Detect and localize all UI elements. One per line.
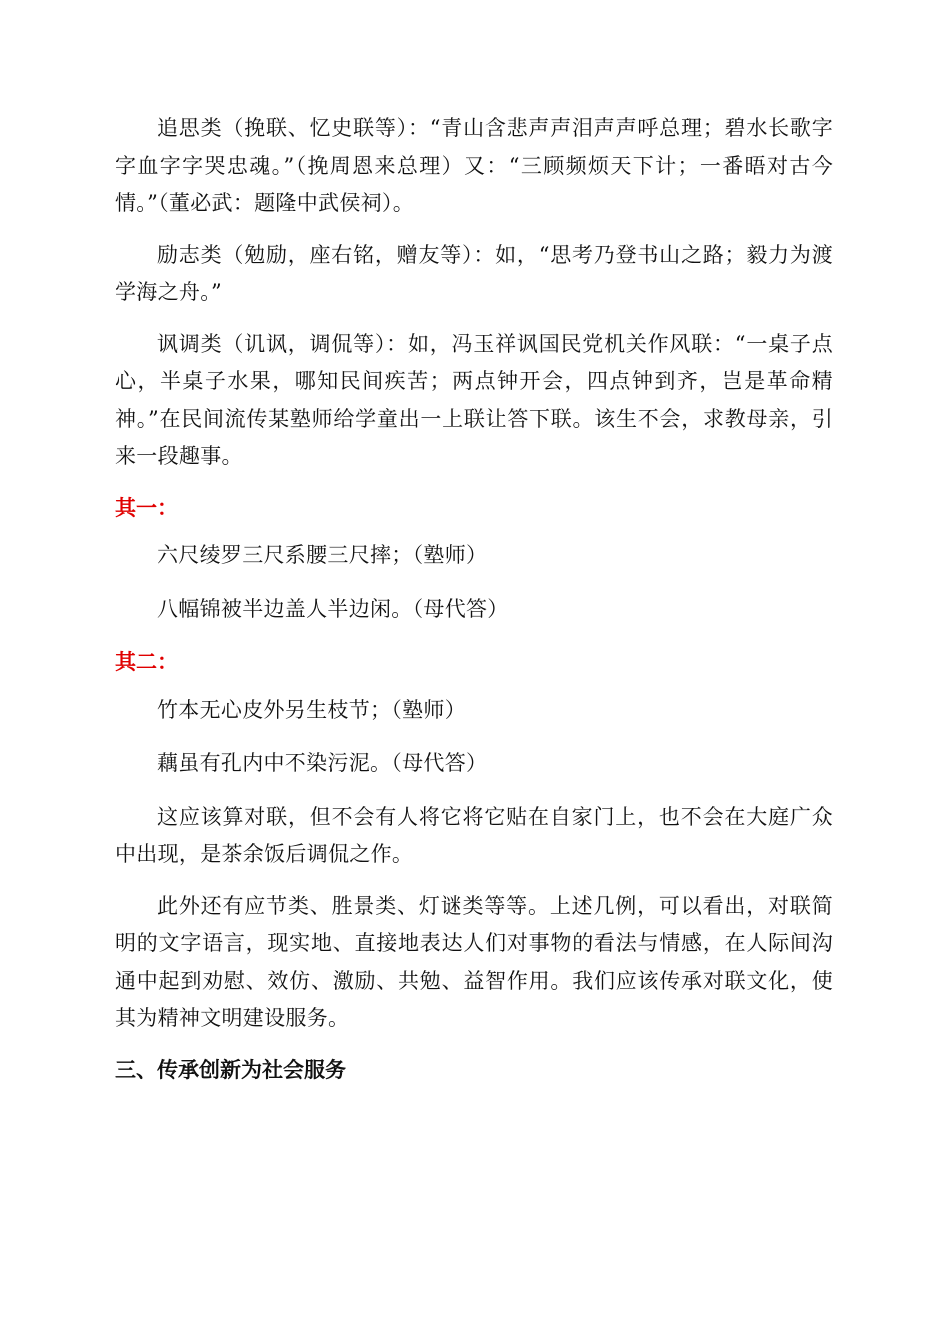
paragraph-humor-note: 这应该算对联，但不会有人将它将它贴在自家门上，也不会在大庭广众中出现，是茶余饭后调侃之作。	[115, 804, 833, 866]
example-one-heading: 其一：	[115, 495, 178, 520]
document-page	[115, 110, 833, 1089]
paragraph-mourning-couplets: 追思类（挽联、忆史联等）：“青山含悲声声泪声声呼总理；碧水长歌字字血字字哭忠魂。”（挽周恩来总理）又：“三顾频烦天下计；一番晤对古今情。”（董必武：题隆中武侯祠）。	[115, 116, 833, 215]
section-heading: 三、传承创新为社会服务	[115, 1057, 346, 1082]
example-two-upper-line: 竹本无心皮外另生枝节；（塾师）	[157, 697, 466, 722]
example-two-lower-line: 藕虽有孔内中不染污泥。（母代答）	[157, 751, 488, 775]
paragraph-inspirational-couplets: 励志类（勉励，座右铭，赠友等）：如，“思考乃登书山之路；毅力为渡学海之舟。”	[115, 242, 833, 304]
paragraph-summary: 此外还有应节类、胜景类、灯谜类等等。上述几例，可以看出，对联简明的文字语言，现实地、直接地表达人们对事物的看法与情感，在人际间沟通中起到劝慰、效仿、激励、共勉、益智作用。我们应该传承对联文化，使其为精神文明建设服务。	[115, 893, 833, 1030]
example-two-heading: 其二：	[115, 650, 178, 674]
example-one-upper-line: 六尺绫罗三尺系腰三尺摔；（塾师）	[157, 543, 488, 567]
paragraph-satirical-couplets: 讽调类（讥讽，调侃等）：如，冯玉祥讽国民党机关作风联：“一桌子点心，半桌子水果，哪知民间疾苦；两点钟开会，四点钟到齐，岂是革命精神。”在民间流传某塾师给学童出一上联让答下联。该生不会，求教母亲，引来一段趣事。	[115, 331, 833, 468]
example-one-lower-line: 八幅锦被半边盖人半边闲。（母代答）	[157, 596, 509, 621]
